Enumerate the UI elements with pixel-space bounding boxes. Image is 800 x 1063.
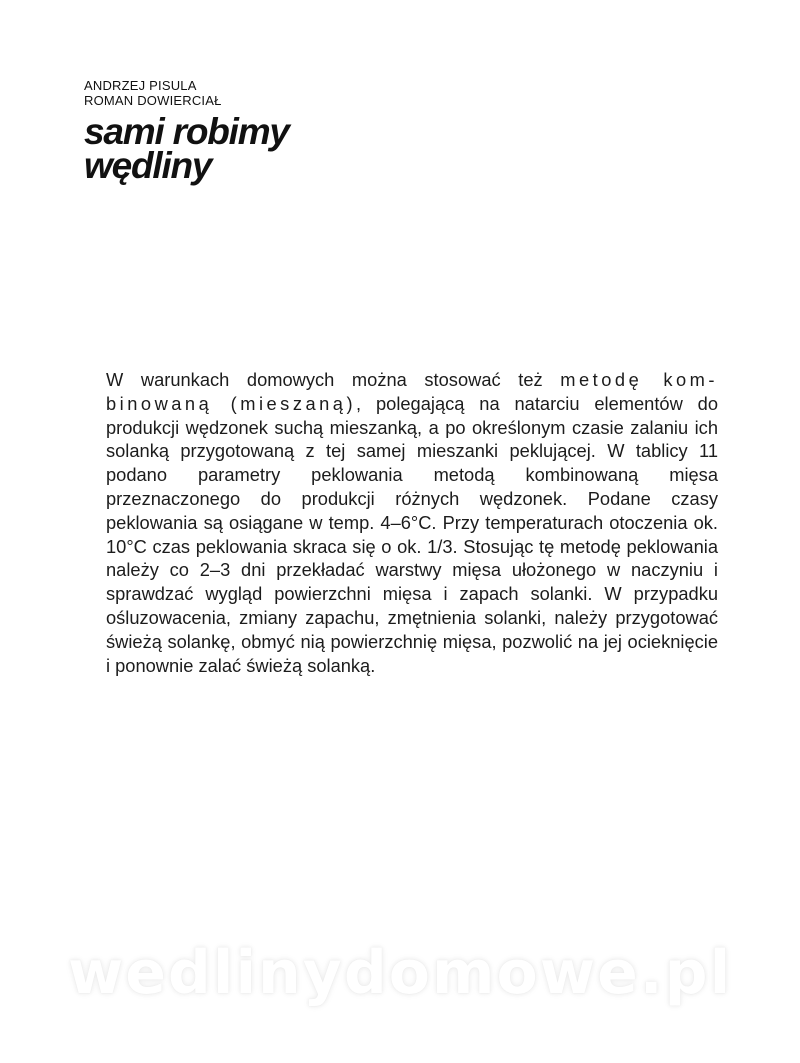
watermark: wedlinydomowe.pl: [67, 938, 733, 1008]
paragraph-intro: W warunkach domowych można stosować też: [106, 369, 561, 390]
author-name-2: ROMAN DOWIERCIAŁ: [84, 93, 222, 108]
book-title-line-1: sami robimy: [84, 111, 289, 152]
author-name-1: ANDRZEJ PISULA: [84, 78, 197, 93]
book-title-line-2: wędliny: [84, 145, 212, 186]
paragraph-spaced-term: metodę kom-binowaną (mieszaną): [106, 369, 718, 414]
body-paragraph-container: [106, 368, 718, 677]
body-paragraph: [106, 368, 718, 677]
book-header: [84, 78, 289, 186]
paragraph-rest: , polegającą na natarciu elementów do produkcji wędzonek suchą mieszanką, a po określonym czasie zalaniu ich solanką przygotowaną z tej samej mieszanki peklującej. W tablicy 11 podano parametry peklowania metodą kombinowaną mięsa przeznaczonego do produkcji różnych wędzonek. Podane czasy peklowania są osiągane w temp. 4–6°C. Przy temperaturach otoczenia ok. 10°C czas peklowania skraca się o ok. 1/3. Stosując tę metodę peklowania należy co 2–3 dni przekładać warstwy mięsa ułożonego w naczyniu i sprawdzać wygląd powierzchni mięsa i zapach solanki. W przypadku ośluzowacenia, zmiany zapachu, zmętnienia solanki, należy przygotować świeżą solankę, obmyć nią powierzchnię mięsa, pozwolić na jej ocieknięcie i ponownie zalać świeżą solanką.: [106, 392, 718, 676]
book-title: [84, 111, 289, 186]
